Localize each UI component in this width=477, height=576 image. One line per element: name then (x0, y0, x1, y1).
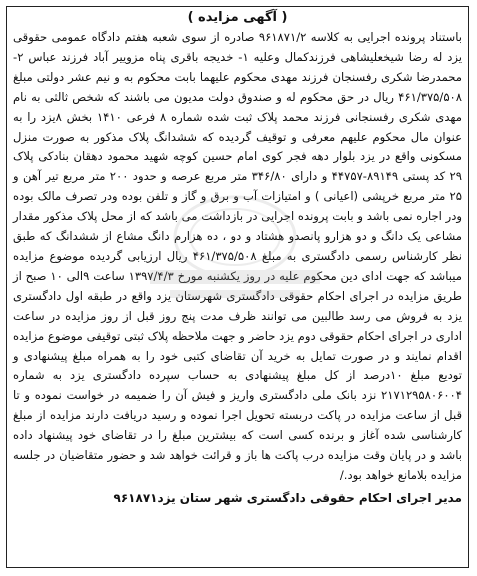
auction-notice (6, 6, 469, 568)
notice-signature: مدیر اجرای احکام حقوقی دادگستری شهر ستان یزد۹۶۱۸۷۱ (113, 490, 462, 505)
notice-body: باستناد پرونده اجرایی به کلاسه ۹۶۱۸۷۱/۲ صادره از سوی شعبه هفتم دادگاه عمومی حقوقی یزد له رضا شیخعلیشاهی فرزندکمال وعلیه ۱- خدیجه باقری پناه مزوییر آباد فرزند عباس ۲- محمدرضا شکری رفسنجان فرزند مهدی محکوم علیهما بابت محکوم به و نیم عشر دولتی مبلغ ۴۶۱/۳۷۵/۵۰۸ ریال در حق محکوم له و صندوق دولت مدیون می باشند که شخص ثالثی به نام مهدی شکری رفسنجانی فرزند محمد پلاک ثبت شده شماره ۸ فرعی ۱۴۱۰ بخش ۸یزد را به عنوان مال محکوم علیهم معرفی و توقیف گردیده که ششدانگ پلاک مذکور به صورت منزل مسکونی واقع در یزد بلوار دهه فجر کوی امام حسین کوچه شهید محمود دهقان بنادکی پلاک ۲۹ کد پستی ۸۹۱۴۹-۴۴۷۵۷ و دارای ۳۴۶/۸۰ متر مربع عرصه و حدود ۲۰۰ متر مربع تیر آهن و ۲۵ متر مربع خرپشی (اعیانی ) و امتیازات آب و برق و گاز و تلفن بوده ودر تصرف مالک بوده ودر اجاره نمی باشد و بابت پرونده اجرایی در بازداشت می باشد که از محل پلاک مذکور مقدار مشاعی یک دانگ و دو هزارو پانصدو هشتاد و دو ، ده هزارم دانگ مشاع از ششدانگ که طبق نظر کارشناس رسمی دادگستری به مبلغ ۴۶۱/۳۷۵/۵۰۸ ریال ارزیابی گردیده موضوع مزایده میباشد که جهت ادای دین محکوم علیه در روز یکشنبه مورخ ۱۳۹۷/۴/۳ ساعت ۹الی ۱۰ صبح از طریق مزایده در اجرای احکام حقوقی دادگستری شهرستان یزد واقع در طبقه اول دادگستری یزد به فروش می رسد طالبین می توانند ظرف مدت پنج روز قبل از روز مزایده در ساعت اداری در اجرای احکام حقوقی دوم یزد حاضر و جهت ملاحظه پلاک ثبتی توقیفی موضوع مزایده اقدام نمایند و در صورت تمایل به خرید آن تقاضای کتبی خود را به همراه مبلغ پیشنهادی و تودیع مبلغ ۱۰درصد از کل مبلغ پیشنهادی به حساب سپرده دادگستری یزد به شماره ۲۱۷۱۲۹۵۸۰۶۰۰۴ نزد بانک ملی دادگستری واریز و فیش آن را ضمیمه در خواست نموده و تا قبل از ساعت مزایده در پاکت دربسته تحویل اجرا نموده و رسید دریافت دارند مزایده از مبلغ کارشناسی شده آغاز و برنده کسی است که بیشترین مبلغ را در تقاضای خود پیشنهاد داده باشد و در پایان وقت مزایده درب پاکت ها باز و قرائت خواهد شد و حضور متقاضیان در جلسه مزایده بلامانع خواهد بود./ (13, 30, 463, 482)
notice-title: ( آگهی مزایده ) (187, 10, 288, 25)
